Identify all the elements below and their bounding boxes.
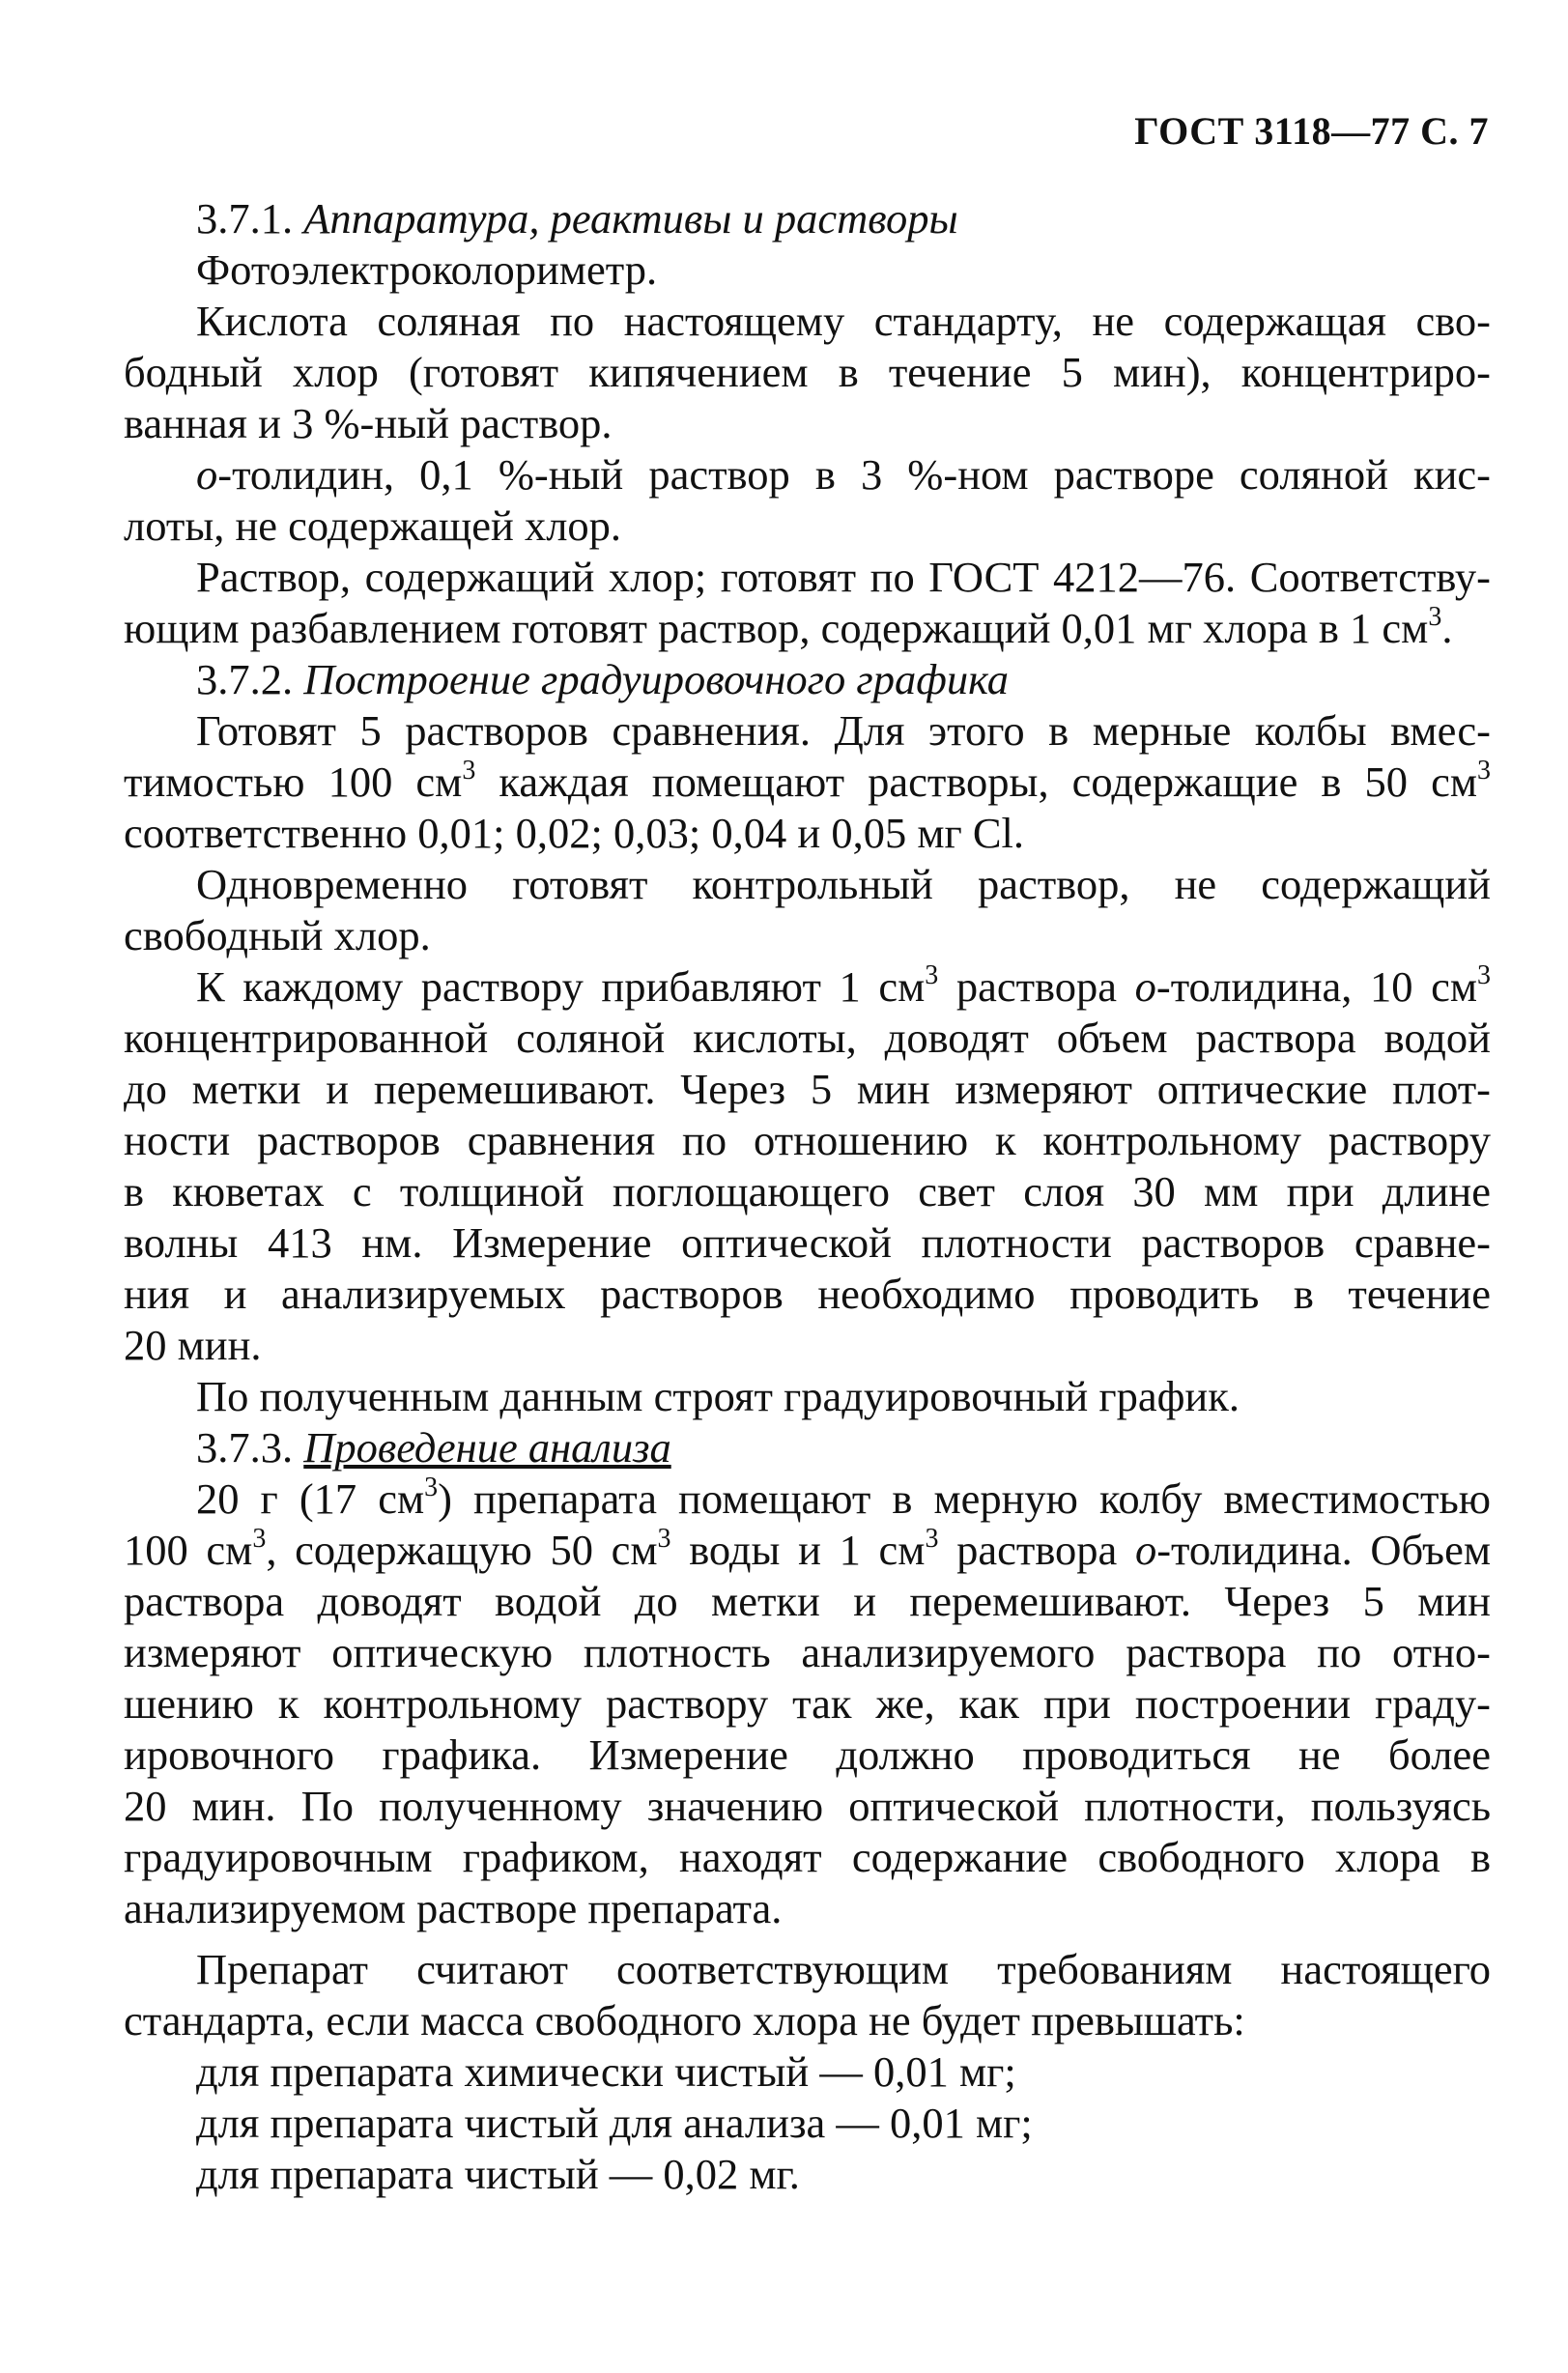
text-fragment: ) препарата помещают в мерную колбу вместимостью — [438, 1474, 1491, 1523]
text-fragment: 100 см — [124, 1526, 253, 1574]
paragraph-line — [124, 1473, 1491, 1525]
superscript: 3 — [1477, 756, 1491, 786]
superscript: 3 — [424, 1472, 439, 1502]
paragraph-line — [124, 757, 1491, 808]
section-title: Построение градуировочного графика — [303, 655, 1010, 703]
section-number: 3.7.1. — [196, 194, 294, 243]
superscript: 3 — [657, 1524, 671, 1554]
requirement-item: для препарата чистый — 0,02 мг. — [196, 2150, 800, 2198]
paragraph-line: лоты, не содержащей хлор. — [124, 501, 622, 550]
paragraph-gap — [124, 1934, 1491, 1944]
paragraph-line: ности растворов сравнения по отношению к контрольному раствору — [124, 1116, 1491, 1164]
section-heading-3-7-2 — [124, 654, 1491, 705]
paragraph-line — [124, 1525, 1491, 1576]
text-fragment: К каждому раствору прибавляют 1 см — [196, 962, 926, 1011]
paragraph-line: волны 413 нм. Измерение оптической плотности растворов сравне- — [124, 1218, 1491, 1267]
paragraph-line: в кюветах с толщиной поглощающего свет слоя 30 мм при длине — [124, 1167, 1491, 1215]
paragraph-line: Одновременно готовят контрольный раствор, не содержащий — [196, 860, 1491, 908]
paragraph-line: свободный хлор. — [124, 911, 431, 959]
superscript: 3 — [252, 1524, 267, 1554]
text-fragment: раствора — [938, 962, 1135, 1011]
paragraph-line: раствора доводят водой до метки и перемешивают. Через 5 мин — [124, 1577, 1491, 1625]
superscript: 3 — [462, 756, 476, 786]
paragraph-line: ировочного графика. Измерение должно проводиться не более — [124, 1730, 1491, 1779]
requirement-item: для препарата чистый для анализа — 0,01 мг; — [196, 2099, 1033, 2147]
section-heading-3-7-1 — [124, 193, 1491, 244]
superscript: 3 — [925, 1524, 939, 1554]
paragraph-line: шению к контрольному раствору так же, как при построении граду- — [124, 1679, 1491, 1728]
page-header: ГОСТ 3118—77 С. 7 — [1134, 109, 1489, 153]
paragraph-line — [124, 603, 1491, 654]
ortho-prefix: о — [1134, 1526, 1157, 1574]
paragraph-line: бодный хлор (готовят кипячением в течение 5 мин), концентриро- — [124, 348, 1491, 396]
ortho-prefix: о — [1134, 962, 1156, 1011]
paragraph-line: Кислота соляная по настоящему стандарту, не содержащая сво- — [196, 297, 1491, 345]
paragraph-line: Готовят 5 растворов сравнения. Для этого в мерные колбы вмес- — [196, 706, 1491, 755]
text-fragment: . — [1441, 604, 1453, 652]
text-fragment: воды и 1 см — [670, 1526, 926, 1574]
ortho-prefix: о — [196, 450, 218, 499]
paragraph-line: ванная и 3 %-ный раствор. — [124, 399, 613, 447]
text-fragment: -толидин, 0,1 %-ный раствор в 3 %-ном растворе соляной кис- — [217, 450, 1491, 499]
paragraph-line: Препарат считают соответствующим требованиям настоящего — [196, 1945, 1491, 1993]
superscript: 3 — [1428, 602, 1442, 632]
paragraph-line: стандарта, если масса свободного хлора не будет превышать: — [124, 1996, 1245, 2044]
section-title: Аппаратура, реактивы и растворы — [303, 194, 958, 243]
text-fragment: каждая помещают растворы, содержащие в 50 см — [475, 758, 1477, 806]
text-fragment: 20 г (17 см — [196, 1474, 425, 1523]
paragraph-line — [124, 961, 1491, 1013]
paragraph-line — [124, 449, 1491, 500]
paragraph-line: 20 мин. По полученному значению оптической плотности, пользуясь — [124, 1782, 1491, 1830]
section-heading-3-7-3 — [124, 1422, 1491, 1473]
requirement-item: для препарата химически чистый — 0,01 мг; — [196, 2047, 1016, 2096]
paragraph-line: до метки и перемешивают. Через 5 мин измеряют оптические плот- — [124, 1065, 1491, 1113]
text-fragment: тимостью 100 см — [124, 758, 463, 806]
paragraph-line: По полученным данным строят градуировочный график. — [196, 1372, 1240, 1420]
paragraph-line: градуировочным графиком, находят содержание свободного хлора в — [124, 1833, 1491, 1881]
paragraph-line: измеряют оптическую плотность анализируемого раствора по отно- — [124, 1628, 1491, 1676]
text-fragment: -толидина, 10 см — [1155, 962, 1477, 1011]
paragraph-line: ния и анализируемых растворов необходимо проводить в течение — [124, 1270, 1491, 1318]
apparatus-line: Фотоэлектроколориметр. — [196, 245, 658, 294]
superscript: 3 — [925, 960, 939, 990]
section-title: Проведение анализа — [303, 1423, 671, 1472]
section-number: 3.7.3. — [196, 1423, 294, 1472]
text-fragment: ющим разбавлением готовят раствор, содержащий 0,01 мг хлора в 1 см — [124, 604, 1429, 652]
paragraph-line: соответственно 0,01; 0,02; 0,03; 0,04 и 0,05 мг Cl. — [124, 809, 1025, 857]
section-number: 3.7.2. — [196, 655, 294, 703]
paragraph-line: 20 мин. — [124, 1321, 262, 1369]
document-body — [124, 193, 1491, 2200]
text-fragment: , содержащую 50 см — [266, 1526, 658, 1574]
paragraph-line: концентрированной соляной кислоты, доводят объем раствора водой — [124, 1014, 1491, 1062]
text-fragment: -толидина. Объем — [1156, 1526, 1491, 1574]
text-fragment: раствора — [938, 1526, 1135, 1574]
paragraph-line: анализируемом растворе препарата. — [124, 1884, 783, 1932]
paragraph-line: Раствор, содержащий хлор; готовят по ГОСТ 4212—76. Соответству- — [196, 553, 1491, 601]
superscript: 3 — [1477, 960, 1491, 990]
